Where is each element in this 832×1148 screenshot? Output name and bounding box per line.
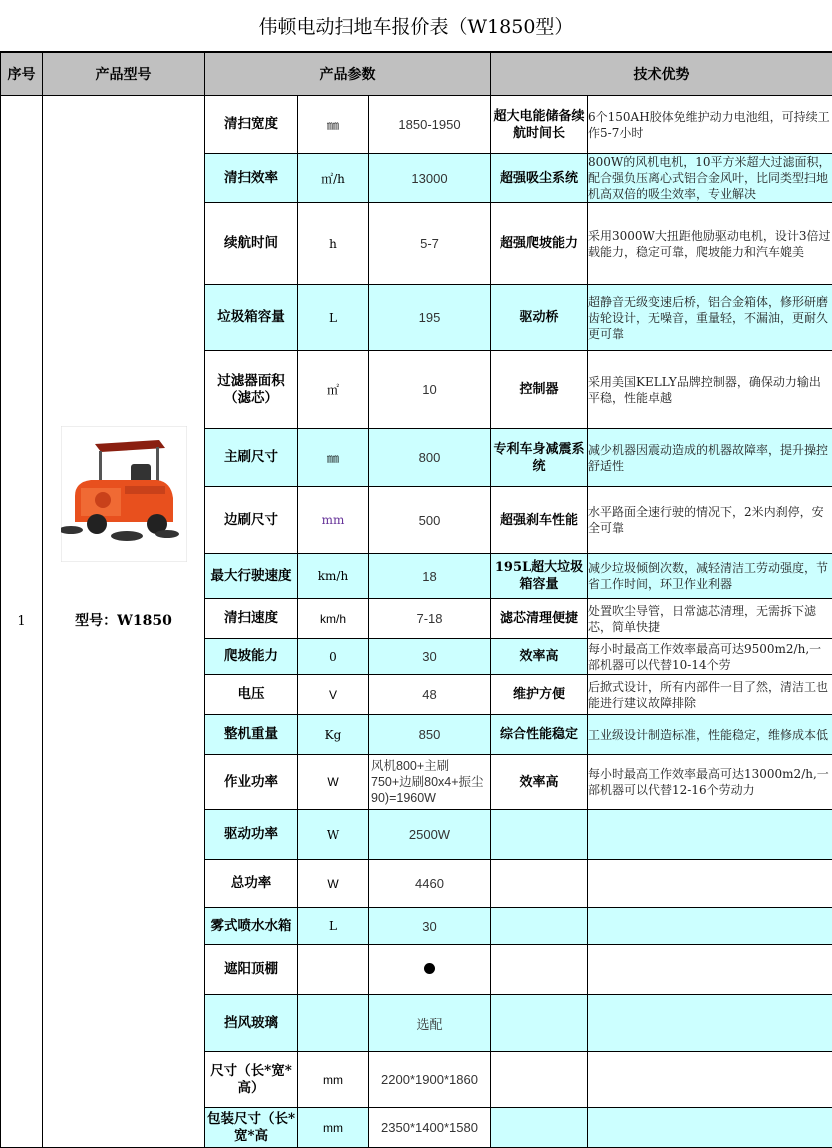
param-name[interactable]: 雾式喷水水箱 xyxy=(205,908,298,945)
empty-cell[interactable] xyxy=(588,810,832,860)
param-name[interactable]: 电压 xyxy=(205,675,298,715)
param-name[interactable]: 遮阳顶棚 xyxy=(205,945,298,995)
empty-cell[interactable] xyxy=(491,995,588,1052)
advantage-desc[interactable]: 工业级设计制造标准，性能稳定，维修成本低 xyxy=(588,715,832,755)
param-unit[interactable]: L xyxy=(298,908,369,945)
param-name[interactable]: 整机重量 xyxy=(205,715,298,755)
empty-cell[interactable] xyxy=(588,1108,832,1148)
advantage-desc[interactable]: 超静音无级变速后桥，铝合金箱体，修形研磨齿轮设计，无噪音，重量轻，不漏油，更耐久更可靠 xyxy=(588,285,832,351)
param-unit[interactable] xyxy=(298,945,369,995)
param-name[interactable]: 边刷尺寸 xyxy=(205,487,298,554)
param-value[interactable]: 195 xyxy=(369,285,491,351)
advantage-name[interactable]: 超强刹车性能 xyxy=(491,487,588,554)
param-name[interactable]: 尺寸（长*宽*高） xyxy=(205,1052,298,1108)
advantage-desc[interactable]: 减少机器因震动造成的机器故障率，提升操控舒适性 xyxy=(588,429,832,487)
param-name[interactable]: 爬坡能力 xyxy=(205,639,298,675)
param-unit[interactable]: mm xyxy=(298,487,369,554)
advantage-name[interactable]: 综合性能稳定 xyxy=(491,715,588,755)
param-unit[interactable]: mm xyxy=(298,1108,369,1148)
param-value[interactable]: 850 xyxy=(369,715,491,755)
param-name[interactable]: 包装尺寸（长*宽*高 xyxy=(205,1108,298,1148)
advantage-desc[interactable]: 减少垃圾倾倒次数，减轻清洁工劳动强度，节省工作时间，环卫作业利器 xyxy=(588,554,832,599)
param-unit[interactable]: ㎜ xyxy=(298,429,369,487)
advantage-desc[interactable]: 采用3000W大扭距他励驱动电机，设计3倍过载能力，稳定可靠，爬坡能力和汽车媲美 xyxy=(588,203,832,285)
empty-cell[interactable] xyxy=(491,860,588,908)
param-value[interactable]: 1850-1950 xyxy=(369,96,491,154)
header-index[interactable]: 序号 xyxy=(1,53,43,96)
param-value[interactable]: 5-7 xyxy=(369,203,491,285)
empty-cell[interactable] xyxy=(588,908,832,945)
param-name[interactable]: 清扫效率 xyxy=(205,154,298,203)
param-name[interactable]: 作业功率 xyxy=(205,755,298,810)
advantage-desc[interactable]: 采用美国KELLY品牌控制器，确保动力输出平稳，性能卓越 xyxy=(588,351,832,429)
param-unit[interactable]: V xyxy=(298,675,369,715)
param-name[interactable]: 最大行驶速度 xyxy=(205,554,298,599)
advantage-desc[interactable]: 水平路面全速行驶的情况下，2米内刹停，安全可靠 xyxy=(588,487,832,554)
advantage-name[interactable]: 效率高 xyxy=(491,639,588,675)
param-unit[interactable]: L xyxy=(298,285,369,351)
param-unit[interactable]: ㎜ xyxy=(298,96,369,154)
empty-cell[interactable] xyxy=(491,1108,588,1148)
param-unit[interactable]: mm xyxy=(298,1052,369,1108)
advantage-name[interactable]: 维护方便 xyxy=(491,675,588,715)
param-unit[interactable]: ㎡ xyxy=(298,351,369,429)
param-value[interactable]: 选配 xyxy=(369,995,491,1052)
advantage-desc[interactable]: 每小时最高工作效率最高可达13000m2/h,一部机器可以代替12-16个劳动力 xyxy=(588,755,832,810)
sheet-title: 伟顿电动扫地车报价表（W1850型） xyxy=(0,0,832,52)
param-unit[interactable]: km/h xyxy=(298,554,369,599)
advantage-desc[interactable]: 每小时最高工作效率最高可达9500m2/h,一部机器可以代替10-14个劳 xyxy=(588,639,832,675)
table-row xyxy=(1,96,832,154)
empty-cell[interactable] xyxy=(491,1052,588,1108)
param-name[interactable]: 清扫宽度 xyxy=(205,96,298,154)
param-value[interactable] xyxy=(369,945,491,995)
param-value[interactable]: 30 xyxy=(369,639,491,675)
advantage-name[interactable]: 专利车身减震系统 xyxy=(491,429,588,487)
advantage-name[interactable]: 195L超大垃圾箱容量 xyxy=(491,554,588,599)
param-name[interactable]: 挡风玻璃 xyxy=(205,995,298,1052)
included-dot-icon xyxy=(424,963,435,974)
quotation-table xyxy=(0,52,832,1148)
electric-sweeper-image xyxy=(61,426,187,562)
param-value[interactable]: 13000 xyxy=(369,154,491,203)
advantage-name[interactable]: 驱动桥 xyxy=(491,285,588,351)
param-value[interactable]: 48 xyxy=(369,675,491,715)
param-unit[interactable]: 0 xyxy=(298,639,369,675)
param-unit[interactable]: h xyxy=(298,203,369,285)
param-name[interactable]: 续航时间 xyxy=(205,203,298,285)
header-advantages[interactable]: 技术优势 xyxy=(491,53,832,96)
index-cell[interactable]: 1 xyxy=(1,96,43,1148)
empty-cell[interactable] xyxy=(588,945,832,995)
advantage-name[interactable]: 控制器 xyxy=(491,351,588,429)
empty-cell[interactable] xyxy=(588,995,832,1052)
header-model[interactable]: 产品型号 xyxy=(43,53,205,96)
param-value[interactable]: 800 xyxy=(369,429,491,487)
param-unit[interactable]: W xyxy=(298,860,369,908)
param-unit[interactable] xyxy=(298,995,369,1052)
empty-cell[interactable] xyxy=(491,945,588,995)
advantage-desc[interactable]: 处置吹尘导管，日常滤芯清理，无需拆下滤芯，简单快捷 xyxy=(588,599,832,639)
param-value[interactable]: 500 xyxy=(369,487,491,554)
advantage-name[interactable]: 超强吸尘系统 xyxy=(491,154,588,203)
param-value[interactable]: 7-18 xyxy=(369,599,491,639)
param-value[interactable]: 风机800+主刷750+边刷80x4+振尘90)=1960W xyxy=(369,755,491,810)
param-value[interactable]: 18 xyxy=(369,554,491,599)
param-name[interactable]: 总功率 xyxy=(205,860,298,908)
param-value[interactable]: 4460 xyxy=(369,860,491,908)
param-value[interactable]: 10 xyxy=(369,351,491,429)
param-unit[interactable]: km/h xyxy=(298,599,369,639)
empty-cell[interactable] xyxy=(491,908,588,945)
param-value[interactable]: 2200*1900*1860 xyxy=(369,1052,491,1108)
advantage-name[interactable]: 超大电能储备续航时间长 xyxy=(491,96,588,154)
advantage-name[interactable]: 滤芯清理便捷 xyxy=(491,599,588,639)
param-value[interactable]: 2350*1400*1580 xyxy=(369,1108,491,1148)
param-unit[interactable]: ㎡/h xyxy=(298,154,369,203)
advantage-desc[interactable]: 800W的风机电机，10平方米超大过滤面积，配合强负压离心式铝合金风叶，比同类型扫地机高双倍的吸尘效率，专业解决 xyxy=(588,154,832,203)
param-name[interactable]: 清扫速度 xyxy=(205,599,298,639)
param-name[interactable]: 驱动功率 xyxy=(205,810,298,860)
empty-cell[interactable] xyxy=(588,1052,832,1108)
param-unit[interactable]: W xyxy=(298,755,369,810)
param-unit[interactable]: Kg xyxy=(298,715,369,755)
param-name[interactable]: 主刷尺寸 xyxy=(205,429,298,487)
model-label: 型号：W1850 xyxy=(43,610,204,630)
param-unit[interactable]: W xyxy=(298,810,369,860)
param-value[interactable]: 30 xyxy=(369,908,491,945)
header-params[interactable]: 产品参数 xyxy=(205,53,491,96)
model-cell[interactable] xyxy=(43,96,205,1148)
param-name[interactable]: 过滤器面积（滤芯） xyxy=(205,351,298,429)
advantage-name[interactable]: 超强爬坡能力 xyxy=(491,203,588,285)
empty-cell[interactable] xyxy=(588,860,832,908)
param-value[interactable]: 2500W xyxy=(369,810,491,860)
param-name[interactable]: 垃圾箱容量 xyxy=(205,285,298,351)
sweeper-illustration xyxy=(61,426,187,562)
empty-cell[interactable] xyxy=(491,810,588,860)
advantage-desc[interactable]: 后掀式设计，所有内部件一目了然，清洁工也能进行建议故障排除 xyxy=(588,675,832,715)
advantage-name[interactable]: 效率高 xyxy=(491,755,588,810)
advantage-desc[interactable]: 6个150AH胶体免维护动力电池组，可持续工作5-7小时 xyxy=(588,96,832,154)
header-row xyxy=(1,53,832,96)
